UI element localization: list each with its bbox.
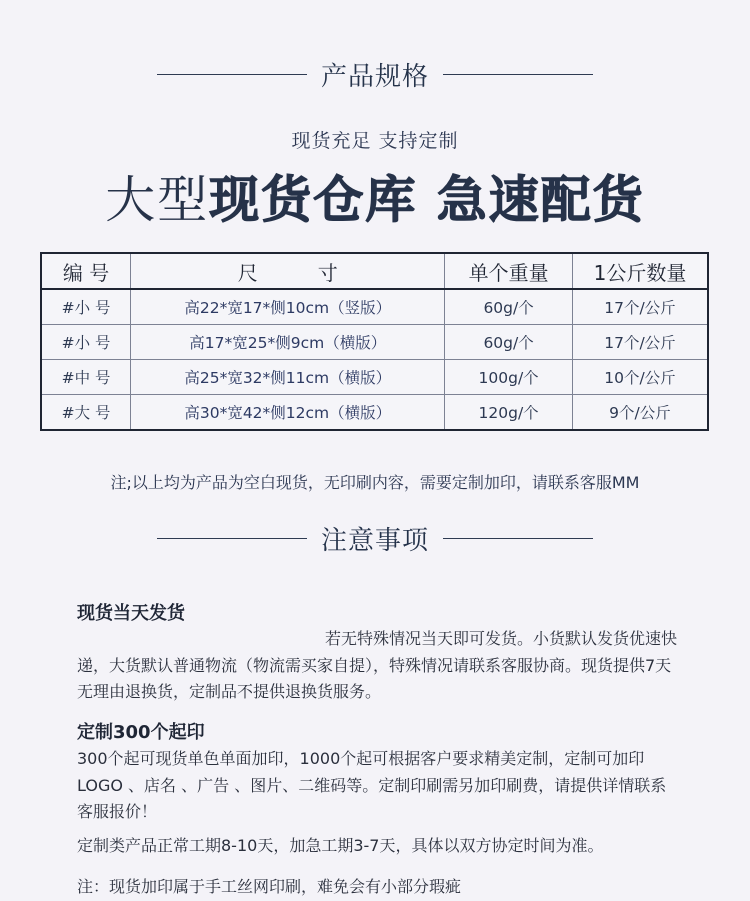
cell-weight: 60g/个 [445,325,573,360]
cell-qty: 17个/公斤 [572,289,708,325]
divider-right [443,74,593,75]
cell-code: #大 号 [41,395,131,431]
cell-code: #中 号 [41,360,131,395]
table-row [41,395,708,431]
section-title-text: 产品规格 [320,62,429,92]
section-title-spec [0,56,750,93]
headline-bold: 现货仓库 急速配货 [209,171,645,229]
header-code: 编 号 [41,253,131,289]
table-row [41,325,708,360]
divider-left [157,74,307,75]
spec-table [40,252,709,431]
table-row [41,360,708,395]
cell-size: 高17*宽25*侧9cm（横版） [131,325,445,360]
section-title-text: 注意事项 [320,526,429,556]
cell-qty: 9个/公斤 [572,395,708,431]
cell-weight: 120g/个 [445,395,573,431]
notice-heading-custom: 定制300个起印 [77,722,205,743]
tagline: 现货充足 支持定制 [291,130,459,152]
headline [0,160,750,232]
blank-stock-note: 注;以上均为产品为空白现货，无印刷内容，需要定制加印，请联系客服MM [110,473,640,492]
cell-code: #小 号 [41,289,131,325]
notice-paragraph-leadtime: 定制类产品正常工期8-10天，加急工期3-7天，具体以双方协定时间为准。 [77,836,604,855]
header-weight: 单个重量 [445,253,573,289]
table-row [41,289,708,325]
cell-code: #小 号 [41,325,131,360]
cell-size: 高22*宽17*侧10cm（竖版） [131,289,445,325]
header-size: 尺 寸 [131,253,445,289]
cell-qty: 17个/公斤 [572,325,708,360]
notice-paragraph-shipping: 若无特殊情况当天即可发货。小货默认发货优速快递，大货默认普通物流（物流需买家自提），特殊情况请联系客服协商。现货提供7天无理由退换货，定制品不提供退换货服务。 [77,629,678,701]
cell-size: 高30*宽42*侧12cm（横版） [131,395,445,431]
notice-paragraph-custom: 300个起可现货单色单面加印，1000个起可根据客户要求精美定制，定制可加印LOGO 、店名 、广告 、图片、二维码等。定制印刷需另加印刷费，请提供详情联系客服报价！ [77,749,667,821]
header-qty: 1公斤数量 [572,253,708,289]
notice-paragraph-printing: 注：现货加印属于手工丝网印刷，难免会有小部分瑕疵 [77,877,462,896]
cell-size: 高25*宽32*侧11cm（横版） [131,360,445,395]
cell-qty: 10个/公斤 [572,360,708,395]
divider-left [157,538,307,539]
divider-right [443,538,593,539]
table-header-row [41,253,708,289]
cell-weight: 100g/个 [445,360,573,395]
notice-heading-shipping: 现货当天发货 [77,603,185,624]
headline-light: 大型 [105,171,210,229]
cell-weight: 60g/个 [445,289,573,325]
section-title-notice [0,520,750,557]
